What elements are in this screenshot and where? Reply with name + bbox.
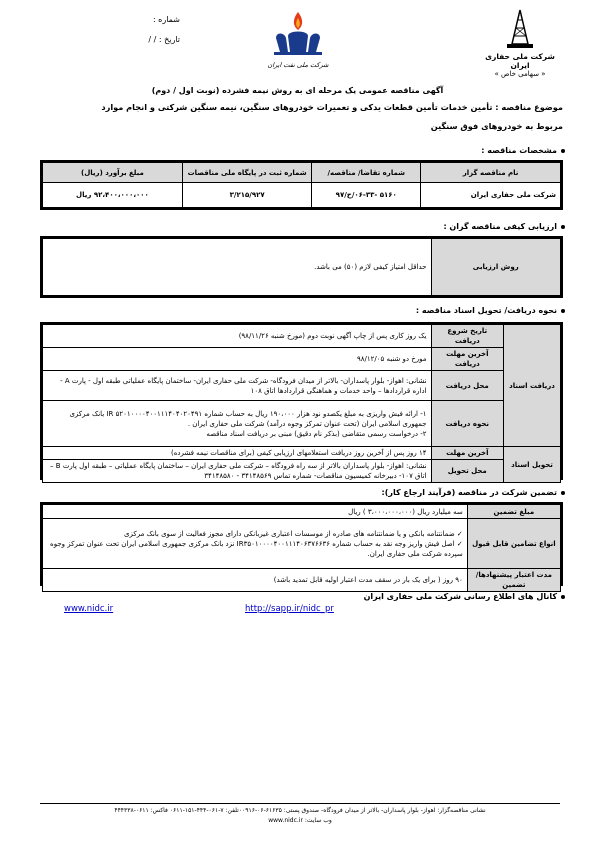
drilling-rig-icon [503, 8, 537, 50]
bullet-icon [561, 149, 565, 153]
subject-block [23, 98, 563, 136]
start-value: یک روز کاری پس از چاپ آگهی نوبت دوم (مورخ شنبه ۹۸/۱۱/۲۶) [43, 325, 432, 348]
deadline-value: مورخ دو شنبه ۹۸/۱۲/۰۵ [43, 348, 432, 371]
sapp-link[interactable]: http://sapp.ir/nidc_pr [245, 604, 334, 614]
guarantee-table [40, 502, 563, 589]
amount-label: مبلغ تضمین [467, 505, 560, 519]
company-name: شرکت ملی حفاری ایران [485, 52, 555, 70]
deliver-group-label: تحویل اسناد [504, 447, 561, 483]
section-guarantee-label: تضمین شرکت در مناقصه (فرآیند ارجاع کار): [381, 488, 557, 497]
validity-value: ۹۰ روز ( برای یک بار در سقف مدت اعتبار اولیه قابل تمدید باشد) [43, 569, 468, 592]
nioc-flame-logo-icon [266, 8, 330, 58]
quality-label: روش ارزیابی [431, 239, 561, 296]
logo-caption: شرکت ملی نفت ایران [267, 61, 329, 69]
section-channels-label: کانال های اطلاع رسانی شرکت ملی حفاری ایران [363, 592, 557, 601]
number-date-block [100, 10, 180, 50]
specs-header-tenderer: نام مناقصه گزار [421, 163, 561, 183]
types-value-1: ✓ ضمانتنامه بانکی و یا ضمانتنامه های صادره از موسسات اعتباری غیربانکی دارای مجوز فعالیت از سوی بانک مرکزی [124, 529, 463, 538]
number-label: شماره : [152, 15, 180, 24]
deliver-deadline-label: آخرین مهلت [431, 447, 504, 460]
deliver-place-label: محل تحویل [431, 460, 504, 483]
page-title: آگهی مناقصه عمومی یک مرحله ای به روش نیمه فشرده (نوبت اول / دوم) [151, 86, 444, 95]
receive-group-label: دریافت اسناد [504, 325, 561, 447]
specs-header-request-no: شماره تقاضا/ مناقصه/ [312, 163, 421, 183]
deadline-label: آخرین مهلت دریافت [431, 348, 504, 371]
specs-header-registration: شماره ثبت در پایگاه ملی مناقصات [182, 163, 312, 183]
section-specs-heading [481, 146, 565, 155]
section-specs-label: مشخصات مناقصه : [481, 146, 557, 155]
quality-value: حداقل امتیاز کیفی لازم (۵۰) می باشد. [43, 239, 432, 296]
website-link[interactable]: www.nidc.ir [64, 604, 114, 614]
section-quality-heading [443, 222, 565, 231]
date-label: تاریخ : / / [148, 35, 180, 44]
docs-table [40, 322, 563, 480]
footer-website: وب سایت: www.nidc.ir [268, 817, 332, 824]
place-value: نشانی: اهواز- بلوار پاسداران- بالاتر از میدان فرودگاه- شرکت ملی حفاری ایران- ساختمان پایگاه عملیاتی طبقه اول - پارت A - اداره قراردادها – واحد خدمات و هماهنگی قراردادها اتاق ۱۰۸ [43, 371, 432, 401]
footer-address: نشانی مناقصه‌گزار: اهواز- بلوار پاسداران- بالاتر از میدان فرودگاه- صندوق پستی: ۶۱۶۳۵-۰۶-۰۰۹۱۶تلفن: ۷-۰۶۱-۴۴۴-۱۵۱-۰۶۱۱ فاکس: ۰۶۱۱-۴۴۴۳۳۸ [114, 807, 486, 814]
section-docs-heading [416, 306, 565, 315]
bullet-icon [561, 595, 565, 599]
deliver-place-value: نشانی: اهواز- بلوار پاسداران بالاتر از سه راه فرودگاه – شرکت ملی حفاری ایران – ساختمان پایگاه عملیاتی – طبقه اول پارت B – اتاق ۱۰۷- دبیرخانه کمیسیون مناقصات- شماره تماس ۳۴۱۴۸۵۶۹ - ۳۴۱۴۸۵۸۰ [43, 460, 432, 483]
method-value [43, 401, 432, 447]
method-label: نحوه دریافت [431, 401, 504, 447]
deliver-deadline-value: ۱۴ روز پس از آخرین روز دریافت استعلامهای ارزیابی کیفی (برای مناقصات نیمه فشرده) [43, 447, 432, 460]
types-value [43, 519, 468, 569]
bullet-icon [561, 309, 565, 313]
method-value-1: ۱- ارائه فیش واریزی به مبلغ یکصدو نود هزار ۱۹۰،۰۰۰ ریال به حساب شماره ۵۲۰۱۰۰۰۰۴۰۰۱۱۱۴۰۴۰۲۰۴۹۱ IR بانک مرکزی جمهوری اسلامی ایران (تحت عنوان تمرکز وجوه درآمد) شرکت ملی حفاری ایران . [69, 409, 427, 428]
specs-header-estimate: مبلغ برآورد (ریال) [43, 163, 183, 183]
subject-text-2: مربوط به خودروهای فوق سنگین [430, 121, 563, 131]
bullet-icon [561, 225, 565, 229]
company-type: « سهامی خاص » [494, 70, 546, 78]
section-quality-label: ارزیابی کیفی مناقصه گران : [443, 222, 557, 231]
section-docs-label: نحوه دریافت/ تحویل اسناد مناقصه : [415, 306, 557, 315]
specs-table [40, 160, 563, 210]
subject-label: موضوع مناقصه : [495, 102, 563, 112]
types-label: انواع تضامین قابل قبول [467, 519, 560, 569]
section-channels-heading [364, 592, 565, 601]
method-value-2: ۲- درخواست رسمی متقاضی (بذکر نام دقیق) مبنی بر دریافت اسناد مناقصه [206, 429, 427, 438]
footer [40, 803, 560, 826]
section-guarantee-heading [382, 488, 566, 497]
place-label: محل دریافت [431, 371, 504, 401]
amount-value: سه میلیارد ریال (۳،۰۰۰،۰۰۰،۰۰۰ ) ریال [43, 505, 468, 519]
specs-tenderer: شرکت ملی حفاری ایران [421, 183, 561, 208]
specs-request-no: ۵۱۶۰ -۰۶-۳۳/ح/۹۷ [312, 183, 421, 208]
company-logo-block [475, 8, 565, 78]
quality-table [40, 236, 563, 298]
specs-estimate: ۹۲،۴۰۰،۰۰۰،۰۰۰ ریال [43, 183, 183, 208]
specs-registration: ۳/۲۱۵/۹۲۷ [182, 183, 312, 208]
validity-label: مدت اعتبار پیشنهادها/ تضمین [467, 569, 560, 592]
start-label: تاریخ شروع دریافت [431, 325, 504, 348]
nioc-logo-block [258, 8, 338, 69]
subject-text: تأمین خدمات تأمین قطعات یدکی و تعمیرات خودروهای سنگین، نیمه سنگین شرکتی و انجام موارد [101, 102, 493, 112]
types-value-2: ✓ اصل فیش واریز وجه نقد به حساب شماره IR۳۵۰۱۰۰۰۰۴۰۰۱۱۱۴۰۶۳۷۶۶۳۶ نزد بانک مرکزی جمهوری اسلامی ایران تحت عنوان تمرکز وجوه سپرده شرکت ملی حفاری ایران. [50, 539, 463, 558]
bullet-icon [561, 491, 565, 495]
